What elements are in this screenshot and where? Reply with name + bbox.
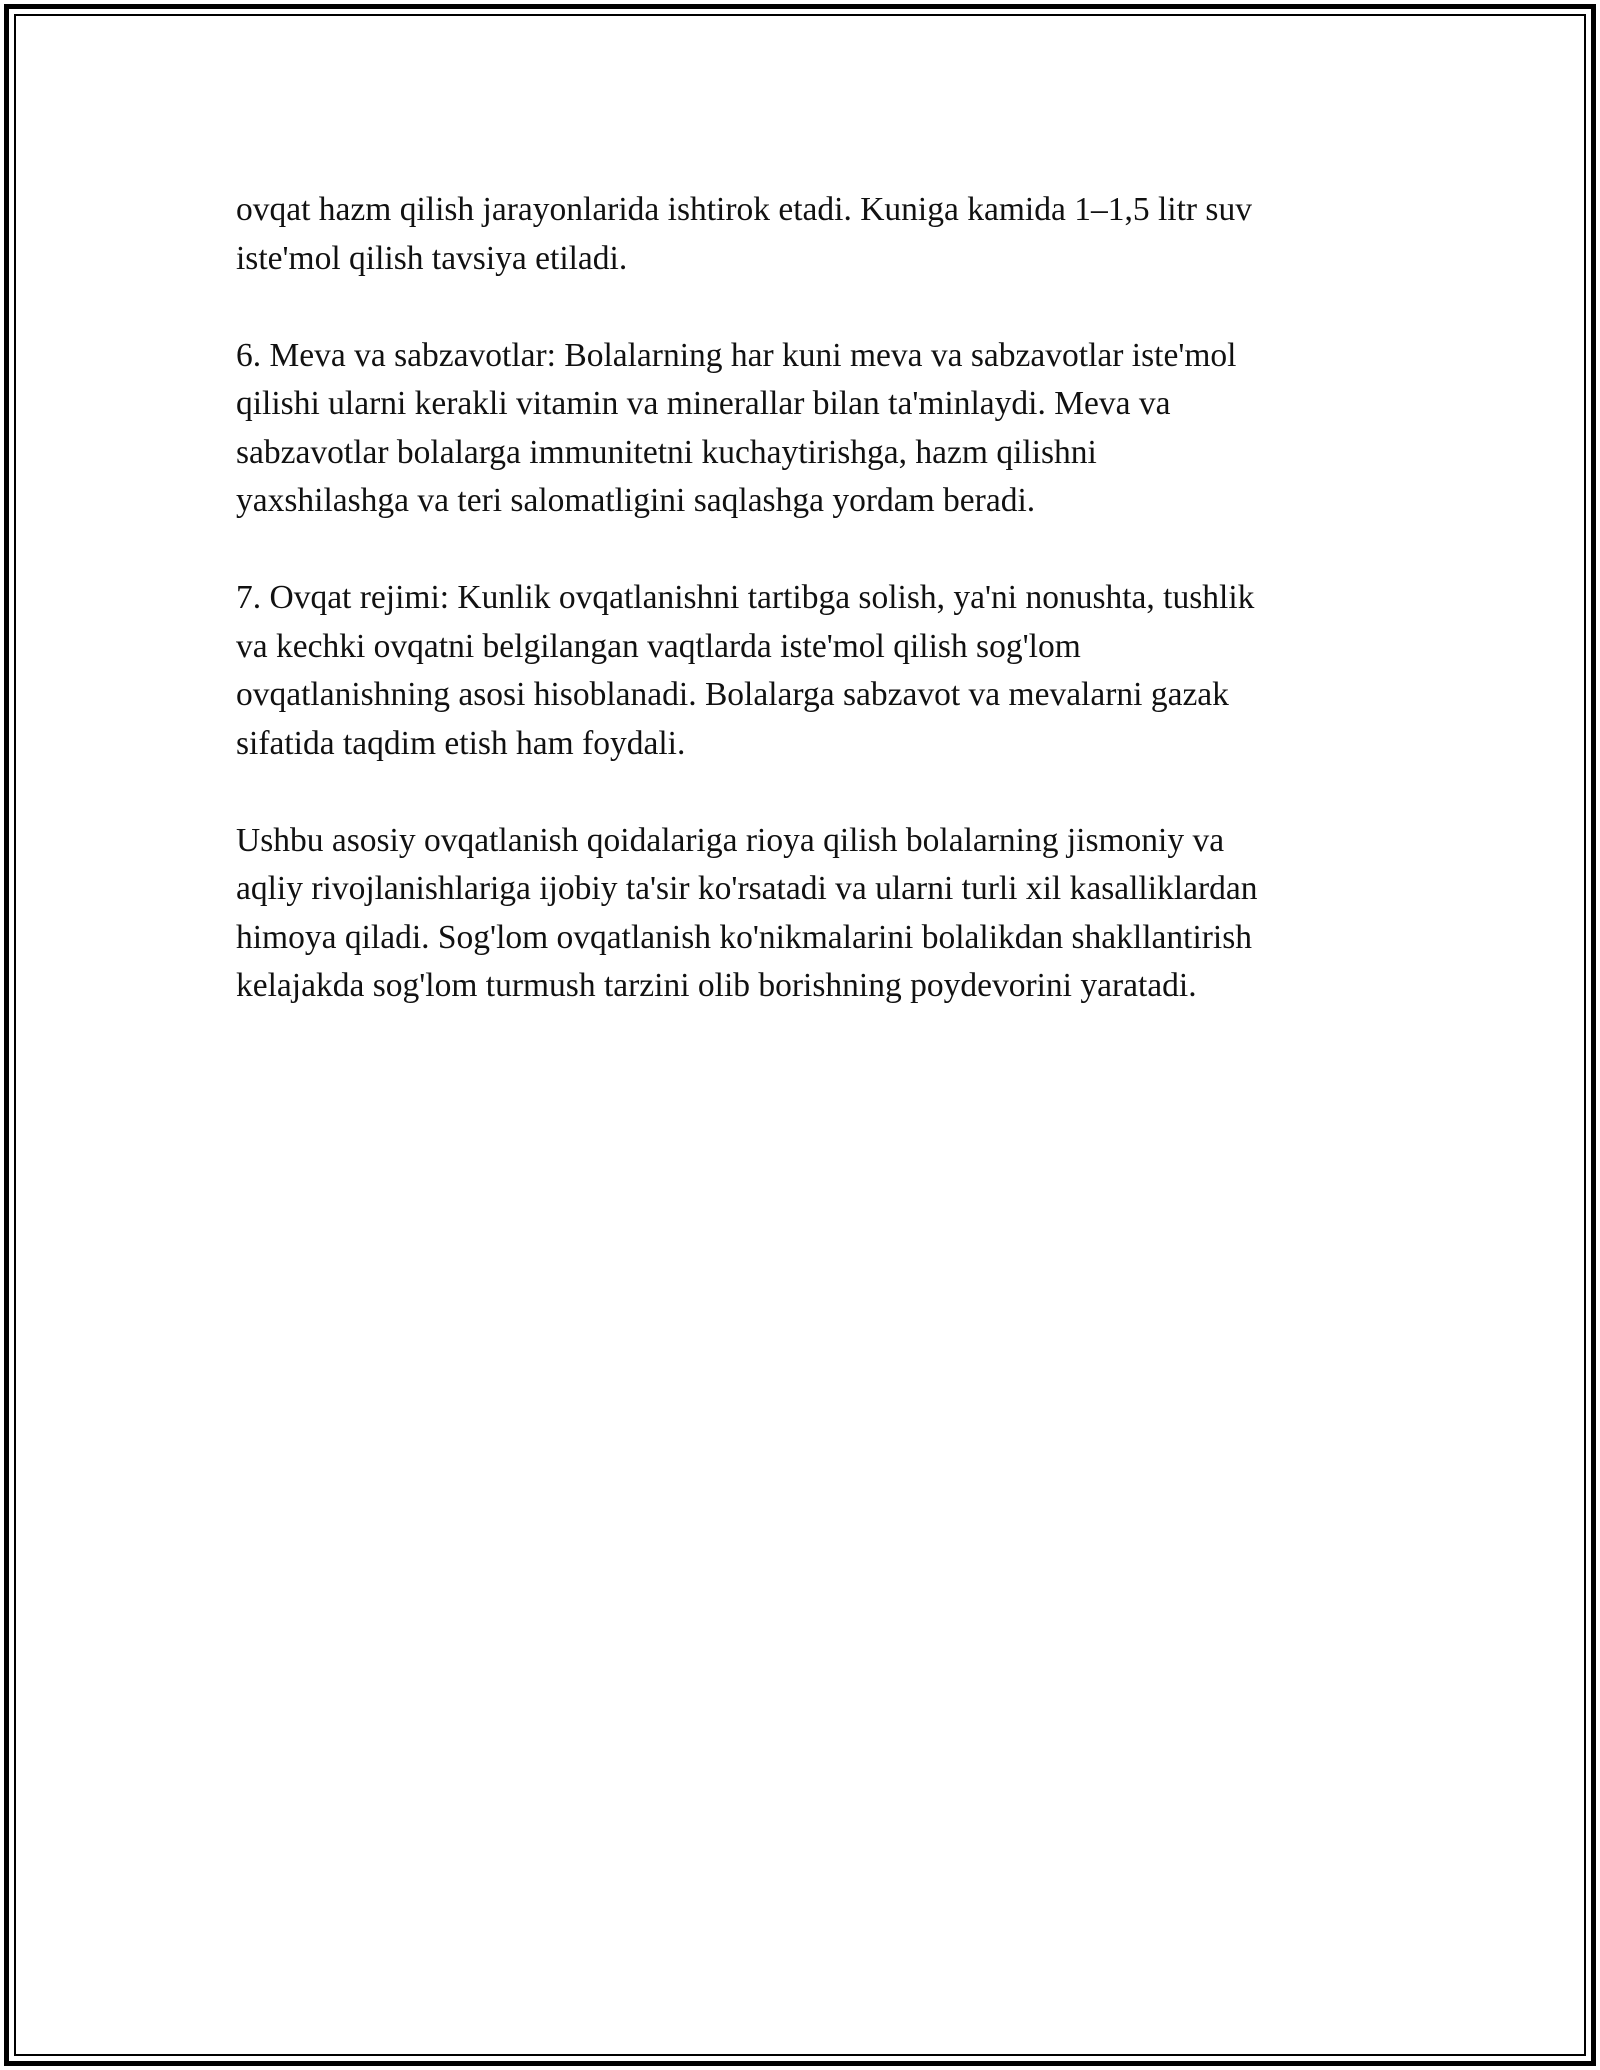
text-line: 6. Meva va sabzavotlar: Bolalarning har kuni meva va sabzavotlar iste'mol — [236, 336, 1237, 374]
text-line: ovqat hazm qilish jarayonlarida ishtirok etadi. Kuniga kamida 1–1,5 litr suv — [236, 191, 1252, 228]
text-line: Ushbu asosiy ovqatlanish qoidalariga rioya qilish bolalarning jismoniy va — [236, 821, 1225, 859]
text-line: 7. Ovqat rejimi: Kunlik ovqatlanishni tartibga solish, ya'ni nonushta, tushlik — [236, 579, 1255, 616]
text-line: va kechki ovqatni belgilangan vaqtlarda iste'mol qilish sog'lom — [236, 627, 1081, 665]
document-body — [236, 186, 1366, 1059]
text-line: sabzavotlar bolalarga immunitetni kuchaytirishga, hazm qilishni — [236, 433, 1097, 471]
text-line: iste'mol qilish tavsiya etiladi. — [236, 239, 628, 277]
text-line: yaxshilashga va teri salomatligini saqlashga yordam beradi. — [236, 482, 1036, 519]
paragraph-water-continuation — [236, 186, 1366, 283]
text-line: ovqatlanishning asosi hisoblanadi. Bolalarga sabzavot va mevalarni gazak — [236, 676, 1229, 713]
text-line: himoya qiladi. Sog'lom ovqatlanish ko'nikmalarini bolalikdan shakllantirish — [236, 918, 1253, 956]
text-line: qilishi ularni kerakli vitamin va minerallar bilan ta'minlaydi. Meva va — [236, 385, 1171, 422]
text-line: kelajakda sog'lom turmush tarzini olib borishning poydevorini yaratadi. — [236, 967, 1197, 1004]
text-line: sifatida taqdim etish ham foydali. — [236, 724, 686, 762]
paragraph-fruits-vegetables — [236, 332, 1366, 526]
text-line: aqliy rivojlanishlariga ijobiy ta'sir ko'rsatadi va ularni turli xil kasalliklardan — [236, 870, 1258, 907]
paragraph-conclusion — [236, 817, 1366, 1011]
paragraph-meal-regime — [236, 574, 1366, 768]
